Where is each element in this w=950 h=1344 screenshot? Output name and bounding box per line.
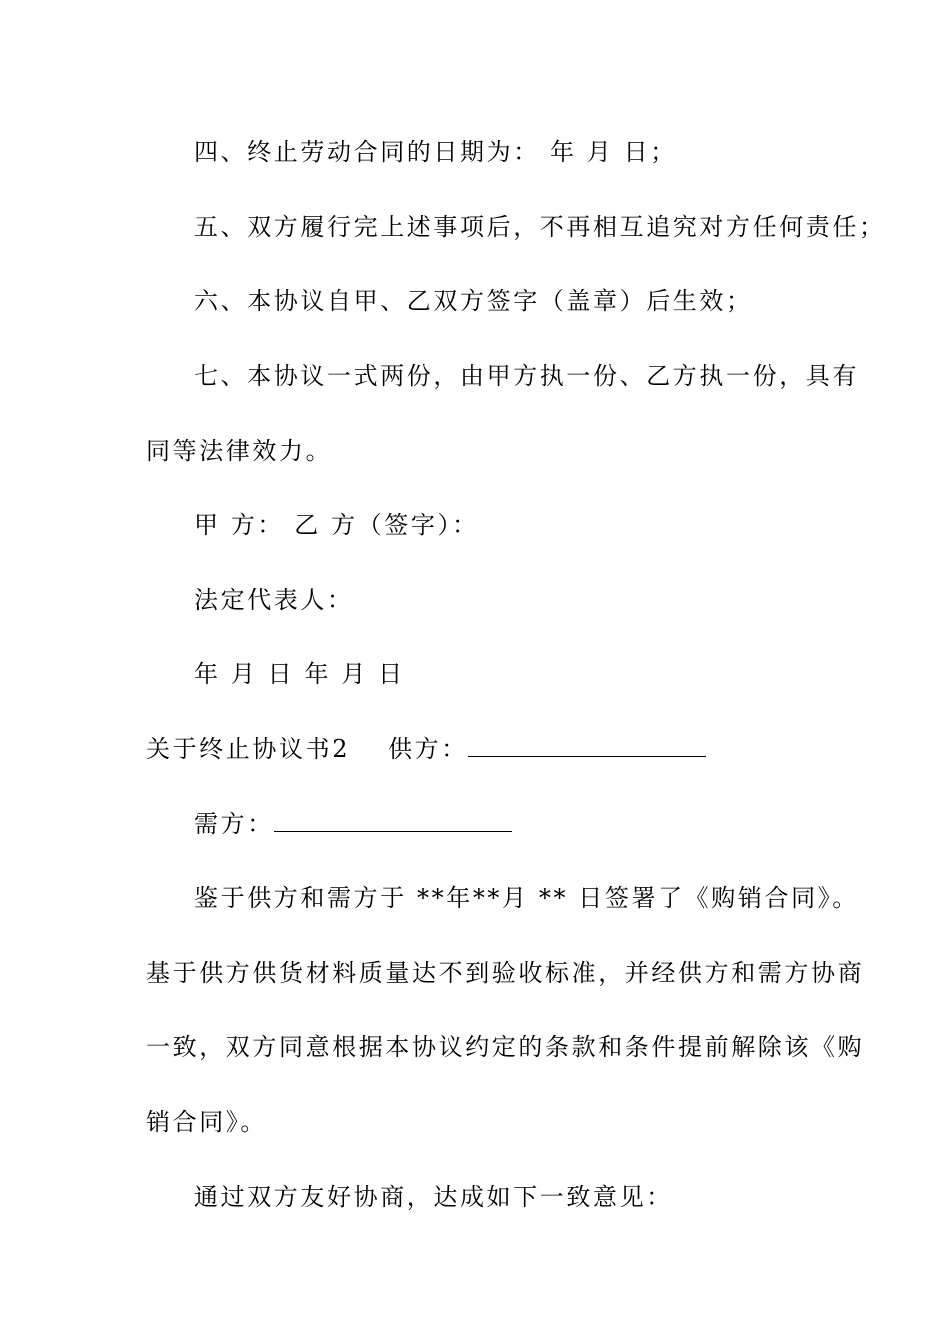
buyer-line xyxy=(194,809,512,839)
buyer-blank xyxy=(274,809,512,832)
whereas-line-2: 基于供方供货材料质量达不到验收标准，并经供方和需方协商 xyxy=(146,959,865,987)
signature-dates: 年 月 日 年 月 日 xyxy=(194,660,405,688)
legal-representative-label: 法定代表人： xyxy=(194,586,354,614)
signature-parties: 甲 方： 乙 方（签字）： xyxy=(194,511,479,539)
whereas-line-1: 鉴于供方和需方于 **年**月 ** 日签署了《购销合同》。 xyxy=(194,884,859,912)
supplier-blank xyxy=(468,734,706,757)
buyer-label: 需方： xyxy=(194,810,274,838)
whereas-line-3: 一致，双方同意根据本协议约定的条款和条件提前解除该《购 xyxy=(146,1033,865,1061)
clause-seven-line-1: 七、本协议一式两份，由甲方执一份、乙方执一份，具有 xyxy=(194,362,859,390)
clause-six: 六、本协议自甲、乙双方签字（盖章）后生效； xyxy=(194,287,753,315)
clause-five: 五、双方履行完上述事项后，不再相互追究对方任何责任； xyxy=(194,213,886,241)
clause-seven-line-2: 同等法律效力。 xyxy=(146,437,333,465)
section-two-heading xyxy=(146,734,706,764)
consensus-statement: 通过双方友好协商，达成如下一致意见： xyxy=(194,1183,673,1211)
whereas-line-4: 销合同》。 xyxy=(146,1108,267,1136)
section-two-title: 关于终止协议书2 xyxy=(146,735,351,763)
clause-four: 四、终止劳动合同的日期为： 年 月 日； xyxy=(194,138,677,166)
supplier-label: 供方： xyxy=(388,735,468,763)
